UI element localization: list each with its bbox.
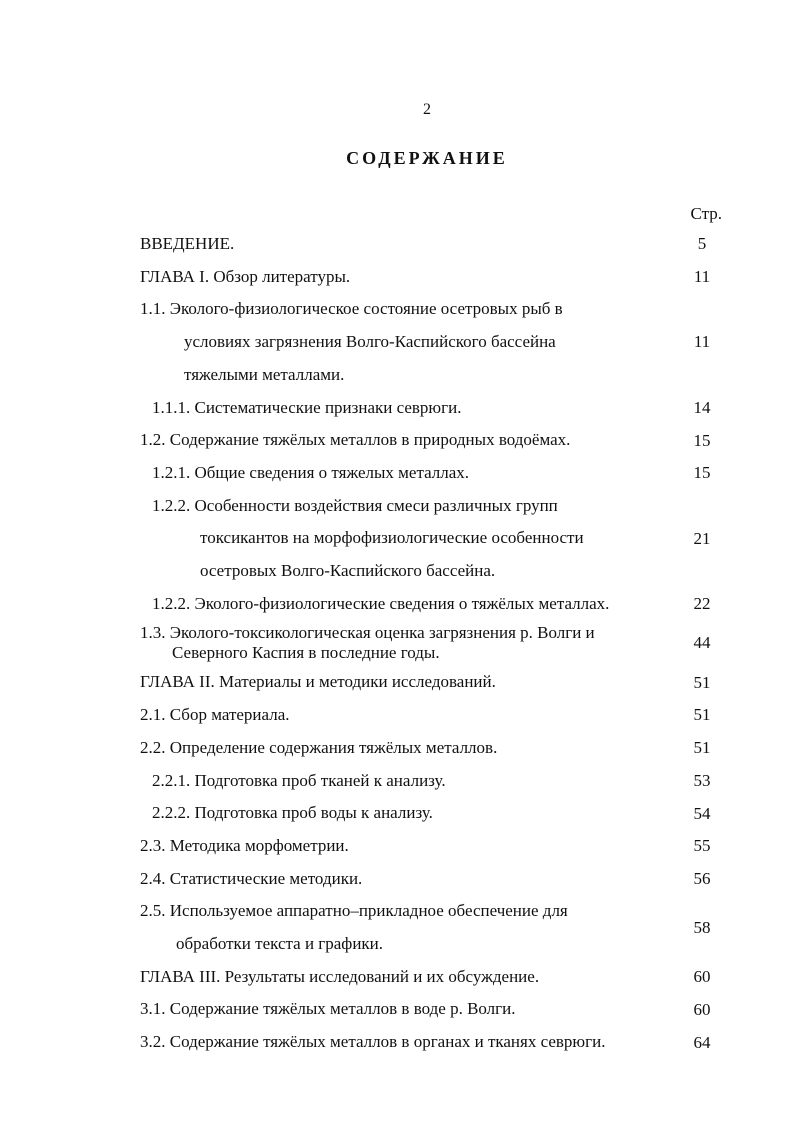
toc-entry-line: Северного Каспия в последние годы.: [172, 643, 440, 663]
toc-entry-page: 54: [693, 803, 711, 823]
toc-entry-line: 2.5. Используемое аппаратно–прикладное обеспечение для: [140, 901, 568, 921]
toc-entry: [140, 424, 730, 457]
toc-entry: [140, 620, 730, 666]
toc-entry-text: 2.3. Методика морфометрии.: [140, 835, 349, 855]
toc-entry: [140, 732, 730, 765]
toc-entry-text: [140, 490, 682, 588]
toc-entry-text: [140, 620, 682, 666]
toc-entry-page: 5: [697, 234, 707, 254]
toc-entry-text: 1.2.2. Эколого-физиологические сведения о тяжёлых металлах.: [152, 593, 610, 613]
toc-entry-page: 56: [693, 869, 711, 888]
toc-entry: [140, 588, 730, 621]
toc-entry-text: 2.4. Статистические методики.: [140, 868, 363, 888]
toc-entry-line: 1.3. Эколого-токсикологическая оценка загрязнения р. Волги и: [140, 623, 595, 643]
toc-entry: [140, 1026, 730, 1059]
toc-entry-line: условиях загрязнения Волго-Каспийского бассейна: [184, 332, 556, 352]
page-number: 2: [423, 101, 431, 118]
toc-entry-text: 1.2. Содержание тяжёлых металлов в природных водоёмах.: [140, 430, 571, 450]
toc-entry-line: 1.1. Эколого-физиологическое состояние осетровых рыб в: [140, 299, 563, 319]
toc-entry-page: 51: [693, 705, 711, 725]
toc-entry-page: 60: [693, 999, 711, 1019]
toc-entry-text: 2.2. Определение содержания тяжёлых металлов.: [140, 737, 498, 757]
toc-entry-text: 2.1. Сбор материала.: [140, 705, 290, 725]
toc-entry-text: ВВЕДЕНИЕ.: [140, 234, 235, 253]
toc-entry-text: 1.2.1. Общие сведения о тяжелых металлах.: [152, 462, 470, 482]
toc-entry-text: 2.2.2. Подготовка проб воды к анализу.: [152, 803, 433, 823]
toc-entry-page: 15: [693, 463, 711, 483]
toc-entry: [140, 457, 730, 490]
toc-entry-page: 11: [693, 267, 711, 287]
toc-entry-page: 21: [693, 528, 711, 548]
toc-entry: [140, 993, 730, 1026]
toc-entry-page: 55: [693, 836, 711, 856]
toc-entry: [140, 797, 730, 830]
toc-entry-text: [140, 895, 682, 960]
toc-entry-text: [140, 293, 682, 391]
toc-entry-page: 60: [693, 967, 711, 987]
toc-entry-text: 3.1. Содержание тяжёлых металлов в воде р. Волги.: [140, 999, 516, 1019]
toc-entry: [140, 765, 730, 798]
toc-entry-line: осетровых Волго-Каспийского бассейна.: [200, 561, 496, 581]
toc-entry-page: 22: [693, 594, 711, 614]
toc-entry-page: 58: [693, 918, 711, 938]
toc-entry: [140, 392, 730, 425]
table-of-contents: [140, 200, 730, 1059]
toc-entry-page: 51: [693, 738, 711, 758]
toc-entry: [140, 830, 730, 863]
toc-entry-page: 15: [693, 430, 711, 450]
toc-entry-text: 3.2. Содержание тяжёлых металлов в органах и тканях севрюги.: [140, 1032, 606, 1052]
toc-entry: [140, 293, 730, 391]
toc-entry: [140, 490, 730, 588]
toc-entry-text: ГЛАВА II. Материалы и методики исследований.: [140, 672, 496, 692]
toc-entry: [140, 895, 730, 960]
page-title: СОДЕРЖАНИЕ: [346, 148, 508, 168]
toc-entry: [140, 961, 730, 994]
toc-header: [140, 200, 730, 228]
toc-entry: [140, 666, 730, 699]
toc-entry-line: 1.2.2. Особенности воздействия смеси различных групп: [152, 495, 558, 515]
toc-entry: [140, 863, 730, 896]
toc-entry: [140, 699, 730, 732]
toc-entry: [140, 261, 730, 294]
toc-entry-page: 11: [693, 332, 711, 352]
toc-entry-page: 44: [693, 633, 711, 653]
toc-entry-page: 51: [693, 672, 711, 692]
toc-entry-line: обработки текста и графики.: [176, 934, 384, 954]
toc-entry: [140, 228, 730, 261]
toc-entry-page: 14: [693, 397, 711, 417]
toc-entry-line: тяжелыми металлами.: [184, 364, 345, 384]
toc-entry-line: токсикантов на морфофизиологические особенности: [200, 528, 584, 548]
toc-entry-page: 64: [693, 1032, 711, 1052]
toc-entry-page: 53: [693, 770, 711, 790]
toc-entry-text: ГЛАВА III. Результаты исследований и их обсуждение.: [140, 966, 540, 986]
page-column-header: Стр.: [690, 204, 722, 223]
toc-entry-text: 2.2.1. Подготовка проб тканей к анализу.: [152, 770, 446, 790]
toc-entry-text: ГЛАВА I. Обзор литературы.: [140, 266, 351, 286]
toc-entry-text: 1.1.1. Систематические признаки севрюги.: [152, 397, 462, 417]
